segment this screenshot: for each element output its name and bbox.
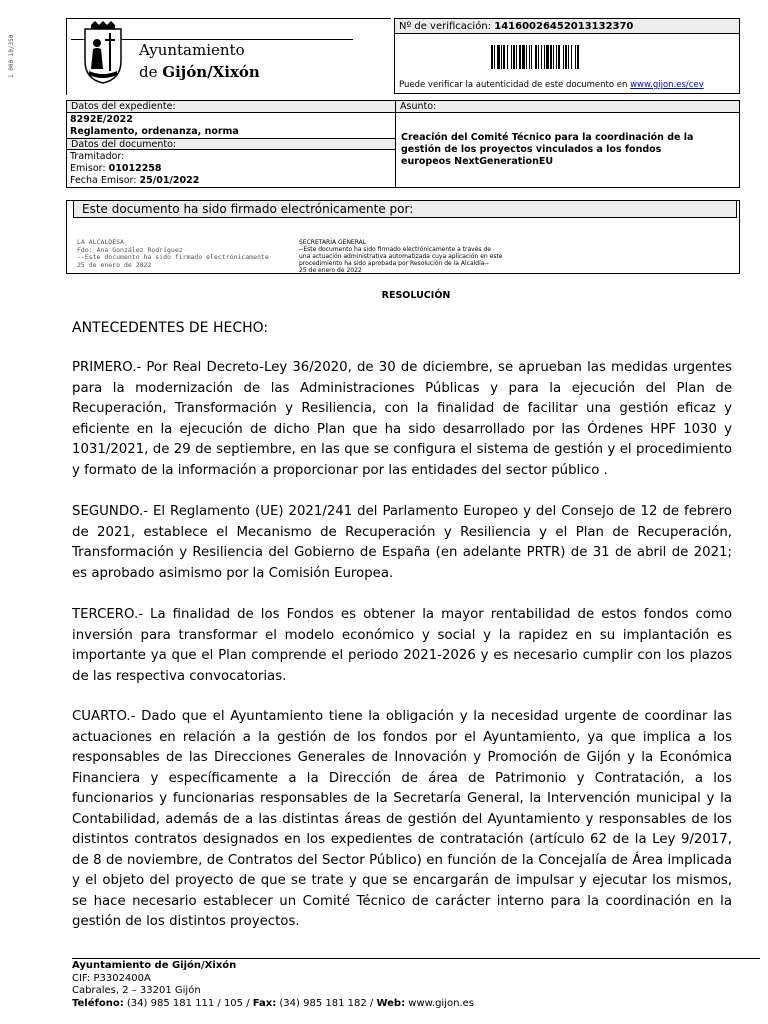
asunto-line1: Creación del Comité Técnico para la coordinación de la — [401, 132, 694, 143]
divider — [395, 101, 396, 187]
barcode-icon — [491, 45, 651, 69]
sign-right-line: procedimiento ha sido aprobada por Resolución de la Alcaldía-- — [299, 260, 489, 267]
verification-box — [394, 18, 740, 94]
signature-header: Este documento ha sido firmado electrónicamente por: — [73, 201, 737, 218]
emisor-row: Emisor: 01012258 — [70, 163, 162, 174]
asunto-line2: gestión de los proyectos vinculados a los fondos — [401, 144, 662, 155]
tramitador-label: Tramitador: — [70, 151, 125, 162]
org-name-line2 — [139, 63, 260, 81]
footer-address: Cabrales, 2 – 33201 Gijón — [72, 985, 201, 996]
paragraph-primero: PRIMERO.- Por Real Decreto-Ley 36/2020, de 30 de diciembre, se aprueban las medidas urgentes para la modernización de las Administraciones Públicas y para la ejecución del Plan de Recuperación, Transformación y Resiliencia, con la finalidad de facilitar una gestión eficaz y eficiente en la ejecución de dicho Plan que ha sido desarrollado por las Órdenes HPF 1030 y 1031/2021, de 29 de septiembre, en las que se configura el sistema de gestión y el procedimiento y formato de la información a proporcionar por las entidades del sector público . — [72, 360, 732, 478]
footer-org: Ayuntamiento de Gijón/Xixón — [72, 960, 237, 971]
verify-note — [399, 80, 704, 90]
sign-right-line: --Este documento ha sido firmado electrónicamente a través de — [299, 246, 491, 253]
expediente-label: Datos del expediente: — [67, 101, 395, 113]
expediente-type: Reglamento, ordenanza, norma — [70, 126, 239, 137]
org-name-prefix: de — [139, 63, 158, 81]
signature-left — [77, 239, 269, 269]
org-name-city: Gijón/Xixón — [162, 63, 260, 81]
paragraph-segundo: SEGUNDO.- El Reglamento (UE) 2021/241 del Parlamento Europeo y del Consejo de 12 de febrero de 2021, establece el Mecanismo de Recuperación y Resiliencia y el Plan de Recuperación, Transformación y Resiliencia del Gobierno de España (en adelante PRTR) de 31 de abril de 2021; es aprobado asimismo por la Comisión Europea. — [72, 504, 732, 581]
paragraph-tercero: TERCERO.- La finalidad de los Fondos es obtener la mayor rentabilidad de estos fondos como inversión para transformar el modelo económico y social y la rapidez en su implantación es importante ya que el Plan comprende el periodo 2021-2026 y es necesario cumplir con los plazos de las respectiva convocatorias. — [72, 607, 732, 684]
footer-contact: Teléfono: (34) 985 181 111 / 105 / Fax: (34) 985 181 182 / Web: www.gijon.es — [72, 997, 474, 1009]
verification-number: 14160026452013132370 — [494, 21, 634, 32]
footer-web-link[interactable]: www.gijon.es — [408, 997, 474, 1009]
footer-rule — [72, 958, 760, 959]
header-logo-block — [66, 18, 391, 95]
sign-left-line: --Este documento ha sido firmado electrónicamente — [77, 253, 269, 261]
asunto-line3: europeos NextGenerationEU — [401, 156, 554, 167]
sign-left-line: 25 de enero de 2022 — [77, 260, 152, 269]
section-heading: ANTECEDENTES DE HECHO: — [72, 320, 269, 336]
side-code: 1 000 10/350 — [8, 34, 15, 78]
sign-right-line: 25 de enero de 2022 — [299, 267, 362, 274]
signature-box — [66, 200, 740, 274]
coat-of-arms-icon — [81, 21, 125, 85]
verification-label: Nº de verificación: — [399, 21, 492, 32]
expediente-box — [66, 100, 740, 188]
org-name-line1: Ayuntamiento — [139, 41, 245, 59]
signature-right — [299, 239, 503, 274]
sign-right-line: SECRETARÍA GENERAL — [299, 239, 367, 246]
expediente-number: 8292E/2022 — [70, 114, 133, 125]
resolution-title: RESOLUCIÓN — [381, 290, 451, 301]
sign-right-line: una actuación administrativa automatizada cuya aplicación en este — [299, 253, 503, 260]
verify-link[interactable]: www.gijon.es/cev — [630, 80, 704, 90]
asunto-label: Asunto: — [396, 101, 739, 113]
fecha-row: Fecha Emisor: 25/01/2022 — [70, 175, 200, 186]
sign-left-line: LA ALCALDESA — [77, 238, 124, 246]
verify-note-text: Puede verificar la autenticidad de este documento en — [399, 80, 628, 90]
footer-cif: CIF: P3302400A — [72, 972, 151, 984]
paragraph-cuarto: CUARTO.- Dado que el Ayuntamiento tiene la obligación y la necesidad urgente de coordinar las actuaciones en relación a la gestión de los fondos por el Ayuntamiento, ya que implica a los responsables de las Direcciones Generales de Innovación y Promoción de Gijón y la Económica Financiera y específicamente a la Dirección de área de Patrimonio y Contratación, a los funcionarios y funcionarias responsables de la Secretaría General, la Intervención municipal y la Contabilidad, además de a las distintas áreas de gestión del Ayuntamiento y responsables de los distintos contratos designados en los expedientes de contratación (artículo 62 de la Ley 9/2017, de 8 de noviembre, de Contratos del Sector Público) en función de la Concejalía de Área implicada y el objeto del proyecto de que se trate y que se encargarán de impulsar y ejecutar los mismos, se hace necesario establecer un Comité Técnico de carácter interno para la coordinación en la gestión de los distintos proyectos. — [72, 709, 732, 929]
verification-bar — [395, 19, 739, 34]
documento-label: Datos del documento: — [67, 138, 395, 150]
footer — [72, 960, 474, 1010]
sign-left-line: Fdo: Ana González Rodríguez — [77, 245, 183, 254]
